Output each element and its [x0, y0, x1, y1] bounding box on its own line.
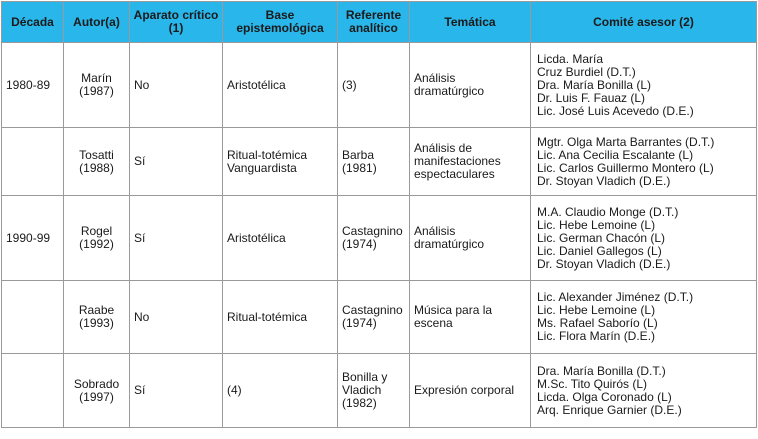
cell-epistemological-base: Aristotélica	[223, 43, 338, 128]
committee-member: Ms. Rafael Saborío (L)	[537, 316, 658, 330]
cell-analytic-reference: Barba (1981)	[338, 128, 410, 196]
committee-member: Mgtr. Olga Marta Barrantes (D.T.)	[537, 134, 715, 149]
cell-analytic-reference: (3)	[338, 43, 410, 128]
cell-epistemological-base: Ritual-totémica	[223, 281, 338, 354]
cell-decade	[2, 354, 64, 428]
committee-member: Lic. Hebe Lemoine (L)	[537, 217, 656, 232]
cell-critical-apparatus: Sí	[130, 128, 223, 196]
committee-member: Dr. Stoyan Vladich (D.E.)	[537, 256, 671, 271]
committee-member: Arq. Enrique Garnier (D.E.)	[537, 402, 682, 417]
cell-decade	[2, 281, 64, 354]
cell-critical-apparatus: No	[130, 281, 223, 354]
cell-committee	[531, 354, 757, 428]
cell-committee	[531, 196, 757, 281]
header-row	[2, 2, 757, 43]
header-critical-apparatus: Aparato crítico (1)	[130, 2, 223, 43]
cell-author: Raabe (1993)	[64, 281, 130, 354]
committee-member: Lic. Hebe Lemoine (L)	[537, 303, 656, 317]
cell-topic: Expresión corporal	[410, 354, 531, 428]
table-row	[2, 128, 757, 196]
committee-member: Lic. Carlos Guillermo Montero (L)	[537, 160, 714, 175]
committee-member: M.Sc. Tito Quirós (L)	[537, 376, 648, 391]
committee-member: Lic. José Luis Acevedo (D.E.)	[537, 103, 694, 118]
committee-member: Cruz Burdiel (D.T.)	[537, 64, 636, 79]
committee-member: Lic. Alexander Jiménez (D.T.)	[537, 290, 694, 304]
committee-member: Licda. Olga Coronado (L)	[537, 389, 672, 404]
committee-member: Licda. María	[537, 51, 604, 66]
header-decade: Década	[2, 2, 64, 43]
cell-epistemological-base: Ritual-totémica Vanguardista	[223, 128, 338, 196]
table-row	[2, 43, 757, 128]
cell-topic: Análisis dramatúrgico	[410, 43, 531, 128]
committee-member: Lic. German Chacón (L)	[537, 230, 666, 245]
cell-analytic-reference: Castagnino (1974)	[338, 281, 410, 354]
cell-decade	[2, 128, 64, 196]
committee-member: Dr. Stoyan Vladich (D.E.)	[537, 173, 671, 188]
header-analytic-reference: Referente analítico	[338, 2, 410, 43]
cell-epistemological-base: Aristotélica	[223, 196, 338, 281]
table-row	[2, 196, 757, 281]
cell-committee	[531, 128, 757, 196]
cell-analytic-reference: Castagnino (1974)	[338, 196, 410, 281]
header-committee: Comité asesor (2)	[531, 2, 757, 43]
cell-critical-apparatus: No	[130, 43, 223, 128]
committee-member: M.A. Claudio Monge (D.T.)	[537, 204, 679, 219]
cell-author: Sobrado (1997)	[64, 354, 130, 428]
header-author: Autor(a)	[64, 2, 130, 43]
header-epistemological-base: Base epistemológica	[223, 2, 338, 43]
committee-member: Lic. Flora Marín (D.E.)	[537, 329, 656, 343]
cell-topic: Análisis dramatúrgico	[410, 196, 531, 281]
header-topic: Temática	[410, 2, 531, 43]
thesis-table	[1, 1, 757, 428]
cell-critical-apparatus: Sí	[130, 354, 223, 428]
cell-author: Rogel (1992)	[64, 196, 130, 281]
table-row	[2, 281, 757, 354]
committee-member: Lic. Ana Cecilia Escalante (L)	[537, 147, 694, 162]
cell-author: Tosatti (1988)	[64, 128, 130, 196]
cell-epistemological-base: (4)	[223, 354, 338, 428]
cell-topic: Música para la escena	[410, 281, 531, 354]
cell-topic: Análisis de manifestaciones espectaculares	[410, 128, 531, 196]
cell-committee	[531, 281, 757, 354]
cell-committee	[531, 43, 757, 128]
committee-member: Lic. Daniel Gallegos (L)	[537, 243, 662, 258]
cell-analytic-reference: Bonilla y Vladich (1982)	[338, 354, 410, 428]
committee-member: Dra. María Bonilla (D.T.)	[537, 363, 666, 378]
committee-member: Dr. Luis F. Fauaz (L)	[537, 90, 646, 105]
table-row	[2, 354, 757, 428]
committee-member: Dra. María Bonilla (L)	[537, 77, 652, 92]
cell-decade: 1980-89	[2, 43, 64, 128]
cell-decade: 1990-99	[2, 196, 64, 281]
cell-author: Marín (1987)	[64, 43, 130, 128]
cell-critical-apparatus: Sí	[130, 196, 223, 281]
